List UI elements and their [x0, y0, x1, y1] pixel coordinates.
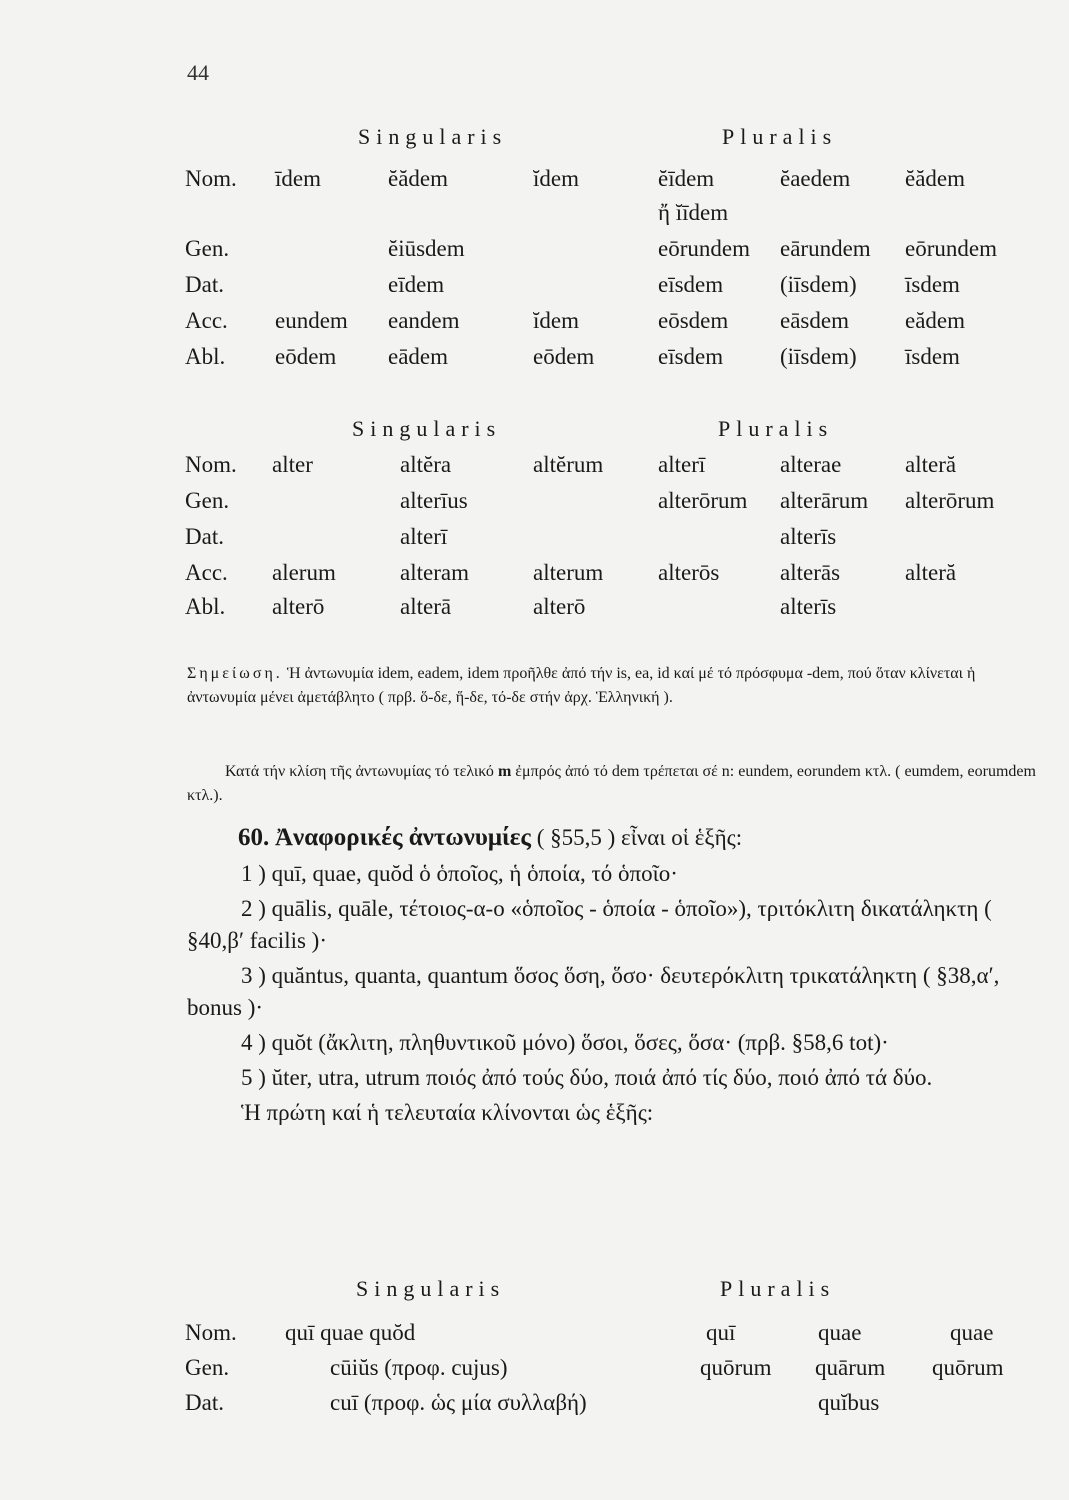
t2-row4-c1: alerum	[272, 560, 336, 585]
t3-row2-s: cūiŭs (προφ. cujus)	[330, 1355, 508, 1380]
section-list	[187, 858, 1047, 1129]
t1-row3-c2: ĕiūsdem	[388, 236, 465, 261]
t2-row5-c2: alterā	[400, 594, 452, 619]
t3-row2-p3: quōrum	[932, 1355, 1004, 1380]
t3-row3-s: cuī (προφ. ὡς μία συλλαβή)	[330, 1390, 587, 1415]
list-item-4: 4 ) quŏt (ἄκλιτη, πληθυντικοῦ μόνο) ὅσοι, ὅσες, ὅσα· (πρβ. §58,6 tot)·	[241, 1030, 889, 1055]
t3-row3-p1: quĭbus	[818, 1390, 880, 1415]
t1-row6-c4: eīsdem	[658, 344, 724, 369]
t1-row6-c1: eōdem	[275, 344, 337, 369]
t2-row1-c4: alterī	[658, 452, 706, 477]
section-number: 60.	[238, 824, 270, 851]
t3-row2-p1: quōrum	[700, 1355, 772, 1380]
note-text-1: Ἡ ἀντωνυμία idem, eadem, idem προῆλθε ἀπό τήν is, ea, id καί μέ τό πρόσφυμα -dem, πού ὅταν κλίνεται ἡ ἀντωνυμία μένει ἀμετάβλητο ( πρβ. ὅ-δε, ἥ-δε, τό-δε στήν ἀρχ. Ἑλληνική ).	[187, 665, 976, 706]
t2-row1-c2: altĕra	[400, 452, 452, 477]
table3-plural-header: Pluralis	[720, 1276, 836, 1301]
t1-row2-c4: ἤ ĭīdem	[658, 200, 729, 225]
closing-line: Ἡ πρώτη καί ἡ τελευταία κλίνονται ὡς ἑξῆς:	[241, 1100, 654, 1125]
t1-row5-c1: eundem	[275, 308, 348, 333]
t2-row1-c1: alter	[272, 452, 313, 477]
t1-row6-case: Abl.	[185, 344, 226, 369]
t2-row4-c4: alterōs	[658, 560, 720, 585]
t2-row5-c1: alterō	[272, 594, 325, 619]
t2-row2-c6: alterōrum	[905, 488, 995, 513]
section-rest: ( §55,5 ) εἶναι οἱ ἑξῆς:	[536, 825, 743, 850]
t2-row4-c6: alteră	[905, 560, 957, 585]
t2-row1-c5: alterae	[780, 452, 842, 477]
table1-plural-header: Pluralis	[722, 124, 838, 149]
t1-row3-c5: eārundem	[780, 236, 871, 261]
t1-row5-c5: eāsdem	[780, 308, 849, 333]
t2-row5-c3: alterō	[533, 594, 586, 619]
t3-row2-case: Gen.	[185, 1355, 230, 1380]
t3-row1-p3: quae	[950, 1320, 994, 1345]
t1-row4-c5: (iīsdem)	[780, 272, 857, 297]
t1-row3-case: Gen.	[185, 236, 230, 261]
list-item-5: 5 ) ŭter, utra, utrum ποιός ἀπό τούς δύο, ποιά ἀπό τίς δύο, ποιό ἀπό τά δύο.	[241, 1065, 933, 1090]
note-text-2a: Κατά τήν κλίση τῆς ἀντωνυμίας τό τελικό	[225, 763, 494, 780]
t1-row4-c2: eīdem	[388, 272, 445, 297]
t1-row4-c6: īsdem	[905, 272, 960, 297]
t1-row4-c4: eīsdem	[658, 272, 724, 297]
t1-row1-c5: ĕaedem	[780, 166, 851, 191]
note-label: Σημείωση.	[187, 665, 283, 682]
table1-singular-header: Singularis	[358, 124, 508, 149]
t3-row3-case: Dat.	[185, 1390, 224, 1415]
t2-row4-c5: alterās	[780, 560, 841, 585]
table2-singular-header: Singularis	[352, 416, 502, 441]
t2-row1-case: Nom.	[185, 452, 237, 477]
t2-row2-c2: alterīus	[400, 488, 468, 513]
note-paragraph-2	[187, 760, 1047, 808]
t2-row2-c4: alterōrum	[658, 488, 748, 513]
t1-row5-c2: eandem	[388, 308, 460, 333]
t2-row2-case: Gen.	[185, 488, 230, 513]
t1-row4-case: Dat.	[185, 272, 224, 297]
t2-row3-c2: alterī	[400, 524, 448, 549]
note-text-2m: m	[497, 763, 512, 780]
t1-row1-c1: īdem	[275, 166, 321, 191]
table3-singular-header: Singularis	[356, 1276, 506, 1301]
list-item-2: 2 ) quālis, quāle, τέτοιος-α-ο «ὁποῖος - ὁποία - ὁποῖο»), τριτόκλιτη δικατάληκτη ( §40,β′ facilis )·	[187, 896, 992, 953]
t1-row3-c6: eōrundem	[905, 236, 997, 261]
t1-row6-c2: eādem	[388, 344, 449, 369]
t3-row1-case: Nom.	[185, 1320, 237, 1345]
t2-row4-case: Acc.	[185, 560, 228, 585]
note-paragraph-1	[187, 662, 1047, 710]
t1-row1-c2: ĕădem	[388, 166, 449, 191]
t3-row1-s: quī quae quŏd	[285, 1320, 416, 1345]
t1-row5-case: Acc.	[185, 308, 228, 333]
t1-row6-c3: eōdem	[533, 344, 595, 369]
t1-row3-c4: eōrundem	[658, 236, 750, 261]
t2-row1-c6: alteră	[905, 452, 957, 477]
list-item-1: 1 ) quī, quae, quŏd ὁ ὁποῖος, ἡ ὁποία, τό ὁποῖο·	[241, 861, 678, 886]
list-item-3: 3 ) quăntus, quanta, quantum ὅσος ὅση, ὅσο· δευτερόκλιτη τρικατάληκτη ( §38,α′, bonus )·	[187, 963, 1000, 1020]
t1-row1-case: Nom.	[185, 166, 237, 191]
t3-row2-p2: quārum	[815, 1355, 886, 1380]
note-text-2b: ἐμπρός ἀπό τό dem τρέπεται σέ n: eundem, eorundem κτλ. ( eumdem, eorumdem κτλ.).	[187, 763, 1036, 804]
t2-row5-case: Abl.	[185, 594, 226, 619]
t1-row6-c6: īsdem	[905, 344, 960, 369]
section-title: Ἀναφορικές ἀντωνυμίες	[275, 824, 531, 851]
t2-row4-c2: alteram	[400, 560, 469, 585]
t3-row1-p2: quae	[818, 1320, 862, 1345]
t1-row1-c4: ĕīdem	[658, 166, 715, 191]
t2-row5-c5: alterīs	[780, 594, 837, 619]
t1-row5-c3: ĭdem	[533, 308, 579, 333]
t2-row1-c3: altĕrum	[533, 452, 604, 477]
t1-row1-c3: ĭdem	[533, 166, 579, 191]
t1-row6-c5: (iīsdem)	[780, 344, 857, 369]
t1-row5-c6: eădem	[905, 308, 966, 333]
t3-row1-p1: quī	[706, 1320, 736, 1345]
t2-row4-c3: alterum	[533, 560, 604, 585]
table2-plural-header: Pluralis	[718, 416, 834, 441]
t2-row3-case: Dat.	[185, 524, 224, 549]
page-number: 44	[187, 60, 209, 85]
t2-row3-c5: alterīs	[780, 524, 837, 549]
t1-row5-c4: eōsdem	[658, 308, 729, 333]
t1-row1-c6: ĕădem	[905, 166, 966, 191]
t2-row2-c5: alterārum	[780, 488, 869, 513]
section-heading	[238, 822, 1058, 854]
